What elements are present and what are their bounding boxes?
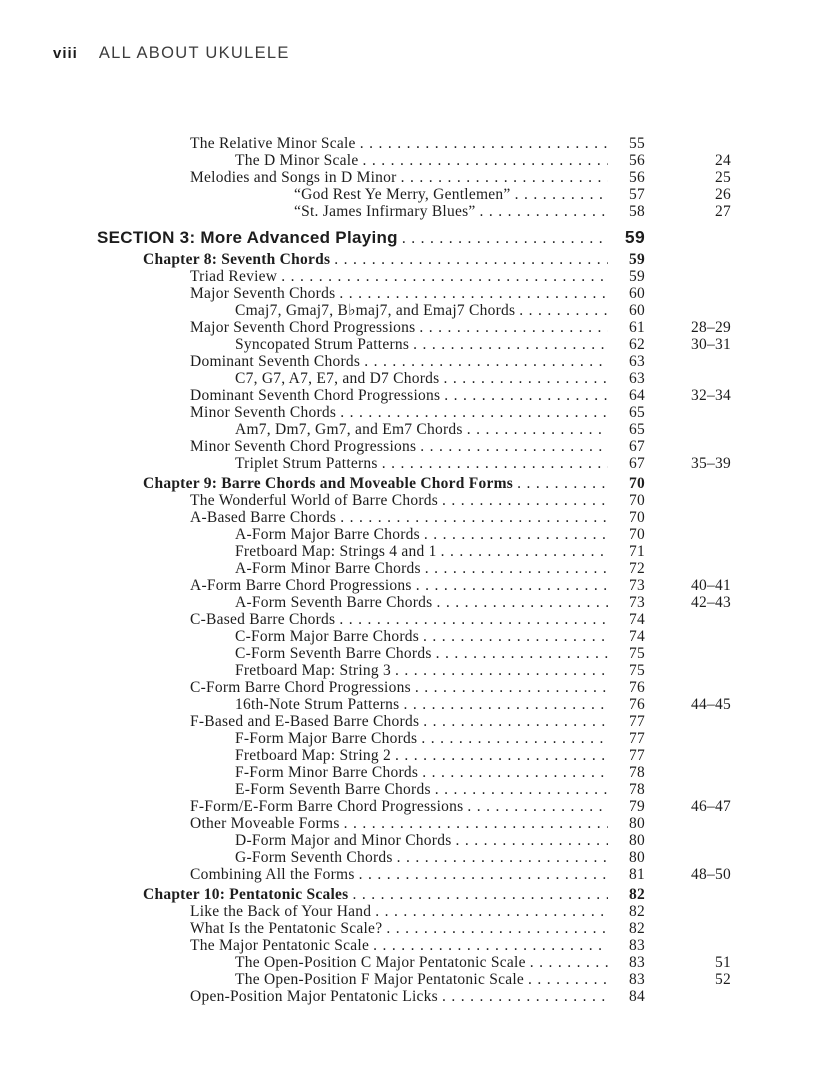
table-of-contents: [97, 135, 731, 1005]
toc-entry: [97, 886, 731, 903]
toc-entry-title: C-Form Major Barre Chords: [235, 628, 420, 645]
toc-entry: [97, 268, 731, 285]
toc-entry-title: Other Moveable Forms: [190, 815, 340, 832]
toc-entry-page-number: 55: [629, 135, 645, 152]
toc-dot-leader: [480, 203, 608, 220]
toc-entry-track-numbers: 28–29: [691, 319, 731, 336]
toc-entry: [97, 747, 731, 764]
toc-entry-page-number: 83: [629, 971, 645, 988]
toc-dot-leader: [352, 886, 608, 903]
toc-entry: [97, 285, 731, 302]
toc-entry-title: The D Minor Scale: [235, 152, 359, 169]
toc-entry: [97, 336, 731, 353]
toc-dot-leader: [424, 526, 608, 543]
toc-entry: [97, 679, 731, 696]
toc-dot-leader: [397, 849, 608, 866]
toc-entry: [97, 135, 731, 152]
toc-entry: [97, 509, 731, 526]
toc-entry-track-numbers: 35–39: [691, 455, 731, 472]
toc-entry-track-numbers: 48–50: [691, 866, 731, 883]
toc-entry-page-number: 75: [629, 645, 645, 662]
toc-entry-title: Am7, Dm7, Gm7, and Em7 Chords: [235, 421, 463, 438]
toc-dot-leader: [442, 988, 608, 1005]
toc-entry-title: What Is the Pentatonic Scale?: [190, 920, 383, 937]
toc-entry: [97, 455, 731, 472]
toc-entry: [97, 319, 731, 336]
toc-entry-title: Melodies and Songs in D Minor: [190, 169, 397, 186]
toc-entry: [97, 302, 731, 319]
toc-entry-page-number: 56: [629, 152, 645, 169]
toc-entry-page-number: 56: [629, 169, 645, 186]
toc-entry: [97, 713, 731, 730]
toc-entry-title: C7, G7, A7, E7, and D7 Chords: [235, 370, 440, 387]
toc-entry-page-number: 77: [629, 747, 645, 764]
running-head-title: ALL ABOUT UKULELE: [98, 44, 290, 62]
toc-entry-page-number: 59: [629, 268, 645, 285]
toc-entry-title: C-Form Seventh Barre Chords: [235, 645, 432, 662]
toc-entry: [97, 169, 731, 186]
toc-entry-page-number: 82: [629, 903, 645, 920]
toc-entry: [97, 866, 731, 883]
toc-entry-title: Major Seventh Chord Progressions: [190, 319, 416, 336]
toc-entry-title: The Open-Position C Major Pentatonic Scale: [235, 954, 526, 971]
folio-page-number: viii: [53, 45, 78, 62]
toc-entry-title: C-Form Barre Chord Progressions: [190, 679, 411, 696]
toc-entry-title: Triplet Strum Patterns: [235, 455, 378, 472]
toc-entry-title: Minor Seventh Chord Progressions: [190, 438, 417, 455]
toc-entry-page-number: 84: [629, 988, 645, 1005]
toc-dot-leader: [422, 764, 608, 781]
toc-entry-page-number: 73: [629, 594, 645, 611]
toc-entry-page-number: 64: [629, 387, 645, 404]
toc-entry-page-number: 70: [629, 475, 645, 492]
toc-entry-track-numbers: 32–34: [691, 387, 731, 404]
toc-entry-title: E-Form Seventh Barre Chords: [235, 781, 431, 798]
toc-entry-page-number: 70: [629, 492, 645, 509]
toc-entry-title: Fretboard Map: String 3: [235, 662, 391, 679]
toc-entry-title: Fretboard Map: String 2: [235, 747, 391, 764]
toc-dot-leader: [435, 781, 608, 798]
toc-entry-page-number: 72: [629, 560, 645, 577]
toc-entry-track-numbers: 25: [715, 169, 731, 186]
toc-entry-track-numbers: 26: [715, 186, 731, 203]
toc-dot-leader: [360, 135, 608, 152]
toc-entry: [97, 628, 731, 645]
toc-dot-leader: [359, 866, 608, 883]
toc-dot-leader: [436, 645, 608, 662]
toc-dot-leader: [423, 628, 608, 645]
toc-dot-leader: [395, 662, 608, 679]
toc-dot-leader: [415, 679, 608, 696]
toc-entry-title: The Open-Position F Major Pentatonic Scale: [235, 971, 525, 988]
toc-entry: [97, 186, 731, 203]
toc-entry: [97, 611, 731, 628]
toc-entry-title: A-Form Major Barre Chords: [235, 526, 420, 543]
toc-dot-leader: [413, 336, 608, 353]
toc-entry: [97, 798, 731, 815]
toc-entry-page-number: 59: [624, 227, 645, 247]
toc-entry-page-number: 59: [629, 251, 645, 268]
toc-entry-page-number: 83: [629, 954, 645, 971]
toc-entry-title: Dominant Seventh Chord Progressions: [190, 387, 441, 404]
toc-entry-title: “God Rest Ye Merry, Gentlemen”: [294, 186, 511, 203]
toc-entry: [97, 832, 731, 849]
toc-dot-leader: [419, 319, 608, 336]
toc-entry: [97, 662, 731, 679]
toc-entry-title: Fretboard Map: Strings 4 and 1: [235, 543, 437, 560]
toc-entry-page-number: 60: [629, 285, 645, 302]
toc-entry: [97, 526, 731, 543]
toc-entry: [97, 203, 731, 220]
toc-dot-leader: [340, 509, 608, 526]
toc-entry-title: Combining All the Forms: [190, 866, 355, 883]
toc-dot-leader: [442, 492, 608, 509]
toc-entry: [97, 849, 731, 866]
toc-entry-title: The Relative Minor Scale: [190, 135, 356, 152]
toc-dot-leader: [519, 302, 608, 319]
running-head: [53, 44, 290, 63]
toc-entry-page-number: 70: [629, 509, 645, 526]
toc-dot-leader: [420, 438, 608, 455]
toc-entry-track-numbers: 44–45: [691, 696, 731, 713]
toc-entry-page-number: 61: [629, 319, 645, 336]
toc-entry-page-number: 82: [629, 886, 645, 903]
toc-entry-track-numbers: 30–31: [691, 336, 731, 353]
toc-entry-track-numbers: 42–43: [691, 594, 731, 611]
toc-dot-leader: [334, 251, 608, 268]
toc-entry: [97, 764, 731, 781]
toc-entry: [97, 903, 731, 920]
toc-dot-leader: [340, 404, 608, 421]
toc-dot-leader: [339, 611, 608, 628]
toc-dot-leader: [362, 152, 608, 169]
toc-entry-page-number: 70: [629, 526, 645, 543]
toc-dot-leader: [375, 903, 608, 920]
toc-dot-leader: [441, 543, 608, 560]
toc-dot-leader: [456, 832, 609, 849]
toc-entry-page-number: 67: [629, 455, 645, 472]
toc-entry-title: Major Seventh Chords: [190, 285, 336, 302]
toc-dot-leader: [401, 169, 608, 186]
toc-entry-page-number: 57: [629, 186, 645, 203]
toc-entry-page-number: 80: [629, 815, 645, 832]
toc-entry-page-number: 80: [629, 832, 645, 849]
toc-dot-leader: [403, 696, 608, 713]
toc-entry-title: G-Form Seventh Chords: [235, 849, 393, 866]
toc-entry-title: D-Form Major and Minor Chords: [235, 832, 452, 849]
toc-entry-track-numbers: 51: [715, 954, 731, 971]
toc-entry: [97, 645, 731, 662]
toc-entry: [97, 560, 731, 577]
toc-entry-page-number: 74: [629, 628, 645, 645]
toc-entry-page-number: 65: [629, 421, 645, 438]
toc-dot-leader: [528, 971, 608, 988]
toc-entry-page-number: 75: [629, 662, 645, 679]
toc-entry: [97, 251, 731, 268]
toc-entry: [97, 781, 731, 798]
toc-entry: [97, 815, 731, 832]
toc-entry-title: A-Form Barre Chord Progressions: [190, 577, 412, 594]
toc-entry: [97, 937, 731, 954]
toc-entry-title: F-Form Major Barre Chords: [235, 730, 418, 747]
toc-dot-leader: [436, 594, 608, 611]
toc-entry-page-number: 76: [629, 696, 645, 713]
toc-entry-title: Triad Review: [190, 268, 278, 285]
toc-entry-page-number: 76: [629, 679, 645, 696]
toc-entry-title: Chapter 10: Pentatonic Scales: [143, 886, 349, 903]
toc-dot-leader: [416, 577, 608, 594]
toc-entry-page-number: 58: [629, 203, 645, 220]
toc-entry-page-number: 73: [629, 577, 645, 594]
toc-entry: [97, 696, 731, 713]
toc-entry-page-number: 60: [629, 302, 645, 319]
toc-dot-leader: [373, 937, 608, 954]
toc-entry-title: A-Form Minor Barre Chords: [235, 560, 421, 577]
toc-dot-leader: [382, 455, 608, 472]
toc-dot-leader: [467, 798, 608, 815]
toc-entry-track-numbers: 46–47: [691, 798, 731, 815]
toc-entry-page-number: 77: [629, 713, 645, 730]
toc-dot-leader: [425, 560, 608, 577]
toc-entry-track-numbers: 24: [715, 152, 731, 169]
toc-entry-title: A-Form Seventh Barre Chords: [235, 594, 433, 611]
toc-entry-title: Chapter 9: Barre Chords and Moveable Chord Forms: [143, 475, 514, 492]
toc-entry-title: SECTION 3: More Advanced Playing: [97, 228, 398, 247]
toc-entry-track-numbers: 40–41: [691, 577, 731, 594]
toc-dot-leader: [281, 268, 608, 285]
toc-entry-track-numbers: 52: [715, 971, 731, 988]
toc-entry-title: Open-Position Major Pentatonic Licks: [190, 988, 438, 1005]
toc-entry: [97, 730, 731, 747]
toc-entry-page-number: 81: [629, 866, 645, 883]
toc-dot-leader: [344, 815, 608, 832]
toc-entry-title: 16th-Note Strum Patterns: [235, 696, 400, 713]
toc-entry: [97, 988, 731, 1005]
toc-entry: [97, 438, 731, 455]
toc-entry-page-number: 62: [629, 336, 645, 353]
toc-entry-page-number: 74: [629, 611, 645, 628]
toc-entry-page-number: 63: [629, 353, 645, 370]
toc-dot-leader: [423, 713, 608, 730]
toc-entry-title: C-Based Barre Chords: [190, 611, 336, 628]
toc-entry-title: “St. James Infirmary Blues”: [294, 203, 476, 220]
toc-entry-title: F-Form/E-Form Barre Chord Progressions: [190, 798, 464, 815]
toc-entry: [97, 421, 731, 438]
toc-entry-page-number: 80: [629, 849, 645, 866]
toc-dot-leader: [443, 370, 608, 387]
toc-entry: [97, 404, 731, 421]
toc-entry-page-number: 63: [629, 370, 645, 387]
toc-dot-leader: [444, 387, 608, 404]
toc-entry: [97, 954, 731, 971]
toc-entry-page-number: 67: [629, 438, 645, 455]
toc-entry: [97, 370, 731, 387]
toc-entry-title: A-Based Barre Chords: [190, 509, 337, 526]
toc-entry-page-number: 65: [629, 404, 645, 421]
toc-dot-leader: [467, 421, 608, 438]
toc-dot-leader: [339, 285, 608, 302]
toc-entry-title: The Wonderful World of Barre Chords: [190, 492, 439, 509]
toc-entry: [97, 387, 731, 404]
toc-entry: [97, 475, 731, 492]
toc-dot-leader: [517, 475, 608, 492]
toc-entry: [97, 594, 731, 611]
toc-entry: [97, 920, 731, 937]
toc-entry: [97, 543, 731, 560]
toc-entry-page-number: 83: [629, 937, 645, 954]
toc-entry-title: Chapter 8: Seventh Chords: [143, 251, 331, 268]
toc-entry-title: F-Form Minor Barre Chords: [235, 764, 419, 781]
toc-entry-page-number: 78: [629, 781, 645, 798]
toc-entry-page-number: 78: [629, 764, 645, 781]
toc-entry-title: Dominant Seventh Chords: [190, 353, 361, 370]
toc-entry-page-number: 82: [629, 920, 645, 937]
toc-entry: [97, 577, 731, 594]
toc-dot-leader: [395, 747, 608, 764]
toc-entry: [97, 226, 731, 248]
toc-entry-page-number: 79: [629, 798, 645, 815]
toc-entry-title: The Major Pentatonic Scale: [190, 937, 370, 954]
toc-dot-leader: [402, 227, 608, 250]
toc-entry: [97, 152, 731, 169]
toc-dot-leader: [530, 954, 608, 971]
toc-entry-title: Cmaj7, Gmaj7, B♭maj7, and Emaj7 Chords: [235, 302, 516, 319]
toc-dot-leader: [386, 920, 608, 937]
toc-entry: [97, 492, 731, 509]
toc-entry-page-number: 77: [629, 730, 645, 747]
toc-entry-track-numbers: 27: [715, 203, 731, 220]
toc-entry: [97, 353, 731, 370]
toc-dot-leader: [421, 730, 608, 747]
toc-dot-leader: [364, 353, 608, 370]
toc-entry: [97, 971, 731, 988]
toc-entry-title: F-Based and E-Based Barre Chords: [190, 713, 420, 730]
toc-entry-title: Minor Seventh Chords: [190, 404, 337, 421]
toc-entry-title: Syncopated Strum Patterns: [235, 336, 410, 353]
toc-entry-page-number: 71: [629, 543, 645, 560]
toc-dot-leader: [515, 186, 608, 203]
toc-entry-title: Like the Back of Your Hand: [190, 903, 372, 920]
